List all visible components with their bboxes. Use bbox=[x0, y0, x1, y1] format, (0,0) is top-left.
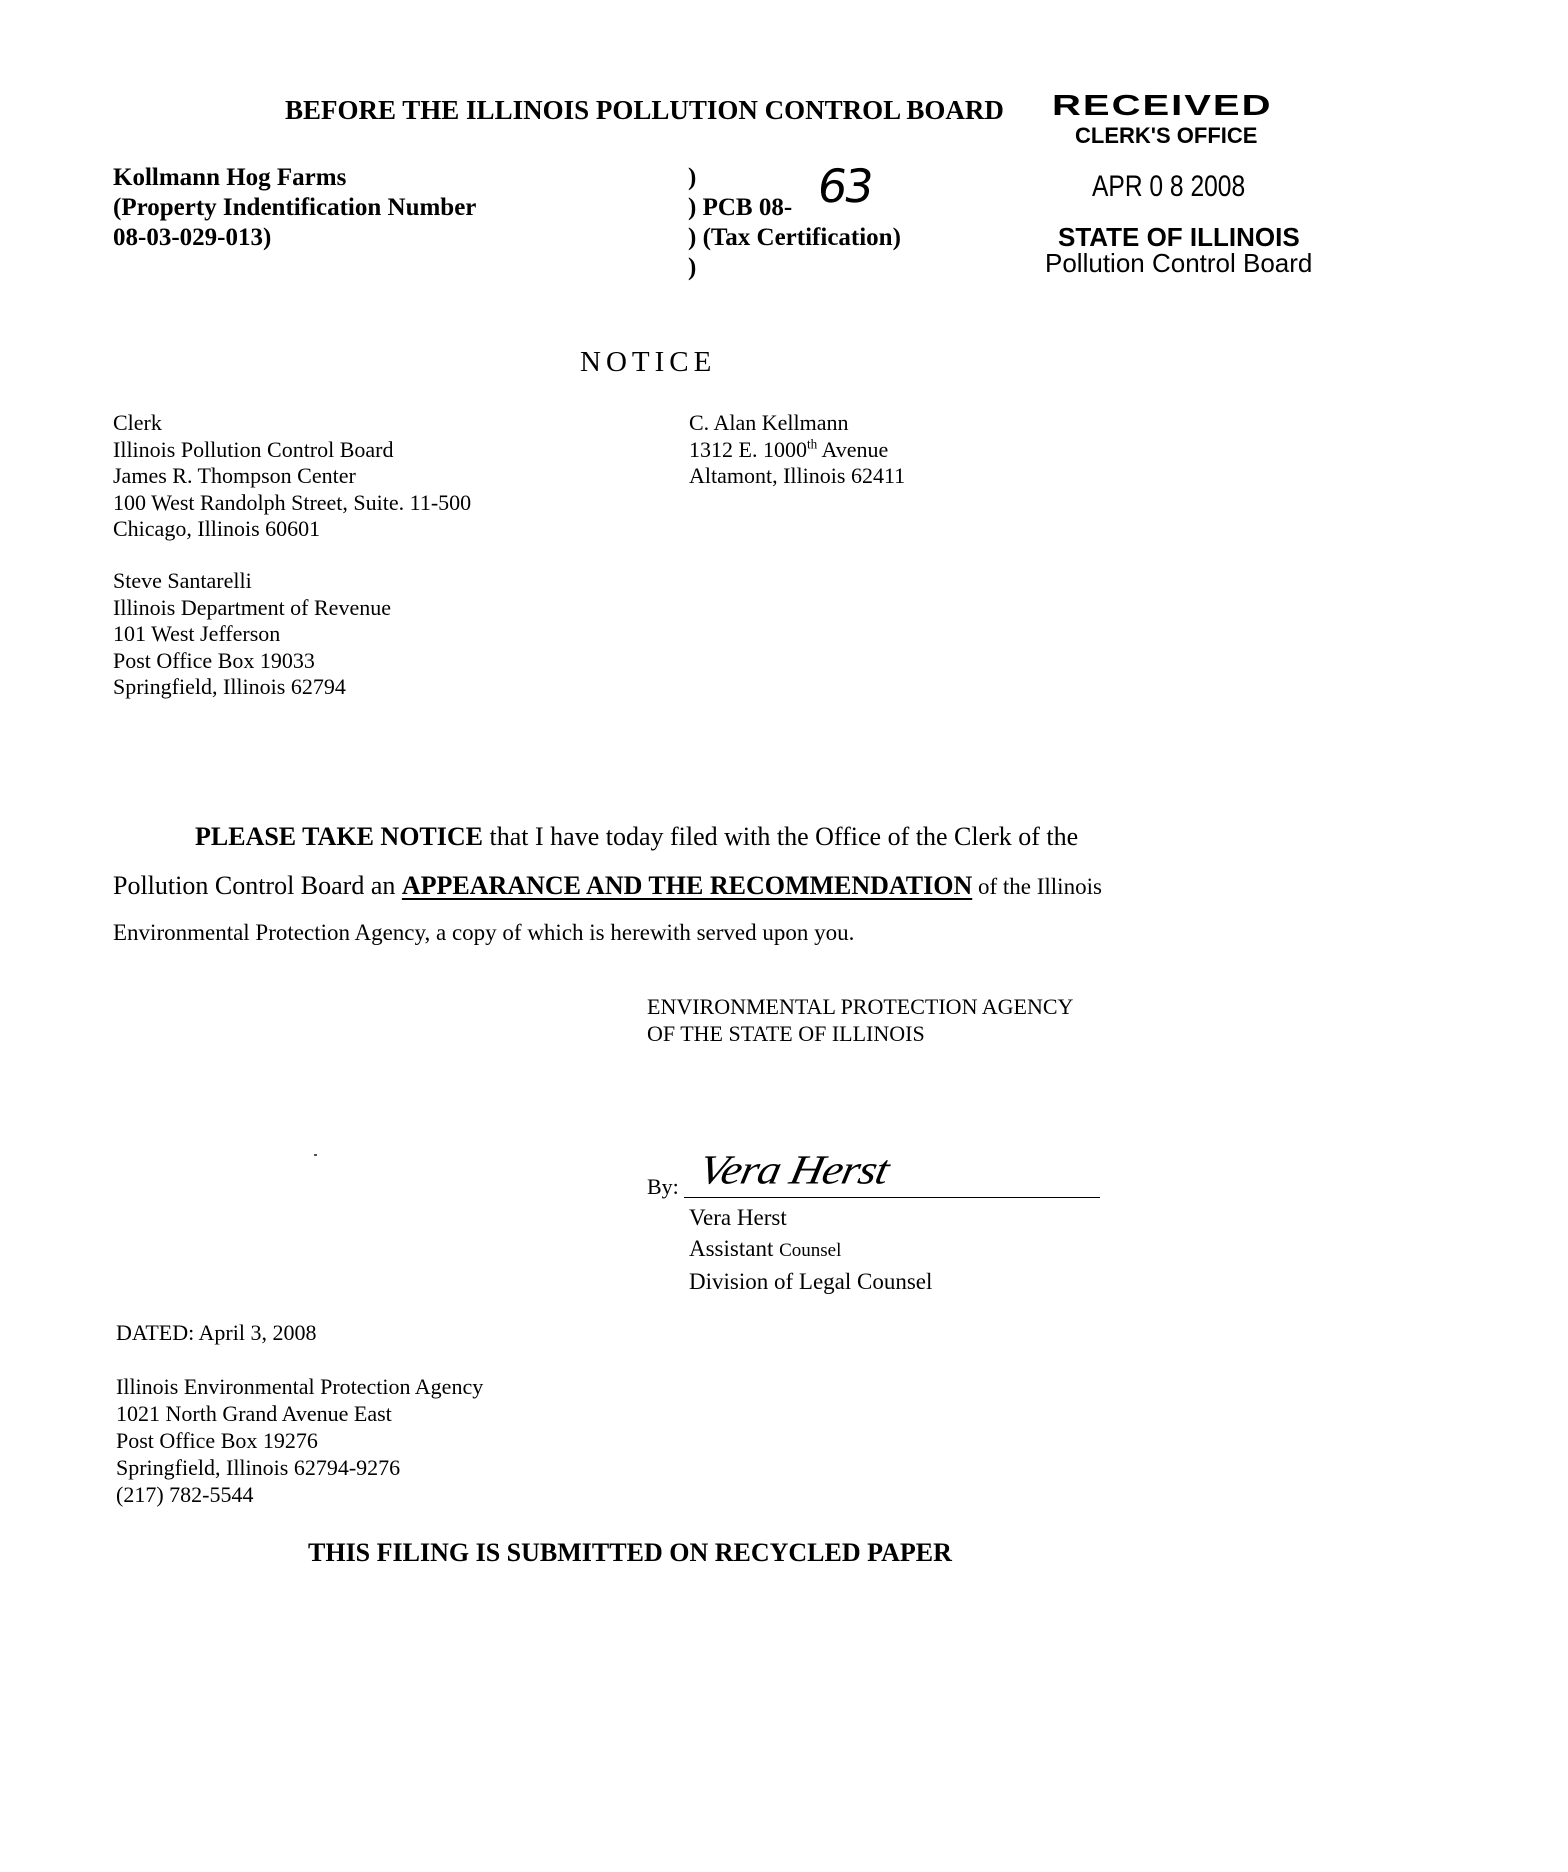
address-line: 100 West Randolph Street, Suite. 11-500 bbox=[113, 489, 472, 515]
case-caption-number bbox=[688, 159, 901, 283]
party-line-1: Kollmann Hog Farms bbox=[113, 164, 347, 191]
notice-body-line-2 bbox=[113, 871, 1102, 901]
address-line: Springfield, Illinois 62794 bbox=[113, 674, 346, 699]
notice-text: of the Illinois bbox=[972, 874, 1102, 899]
address-line: Illinois Pollution Control Board bbox=[113, 436, 394, 462]
address-line: Chicago, Illinois 60601 bbox=[113, 516, 321, 541]
notice-lead: PLEASE TAKE NOTICE bbox=[195, 822, 484, 851]
signatory-division: Division of Legal Counsel bbox=[689, 1269, 933, 1294]
signature-line bbox=[684, 1197, 1100, 1198]
signatory-title: Assistant Counsel bbox=[689, 1236, 842, 1261]
signature-by-label: By: bbox=[647, 1174, 679, 1199]
handwritten-signature: Vera Herst bbox=[695, 1146, 893, 1193]
address-line: Steve Santarelli bbox=[113, 568, 252, 593]
agency-line-2: OF THE STATE OF ILLINOIS bbox=[647, 1020, 925, 1046]
agency-line-1: ENVIRONMENTAL PROTECTION AGENCY bbox=[647, 994, 1074, 1019]
address-revenue bbox=[113, 568, 391, 701]
stamp-board: Pollution Control Board bbox=[1045, 248, 1313, 278]
party-line-3: 08-03-029-013) bbox=[113, 224, 272, 251]
address-line: Altamont, Illinois 62411 bbox=[689, 463, 906, 488]
street-number: 1312 E. 1000 bbox=[689, 436, 807, 462]
dated-line: DATED: April 3, 2008 bbox=[116, 1320, 317, 1345]
page-title: BEFORE THE ILLINOIS POLLUTION CONTROL BOARD bbox=[285, 95, 1004, 125]
caption-paren-2: ) bbox=[688, 254, 697, 281]
case-type: ) (Tax Certification) bbox=[688, 224, 901, 251]
address-clerk bbox=[113, 410, 471, 543]
document-title: APPEARANCE AND THE RECOMMENDATION bbox=[401, 871, 973, 900]
stamp-state: STATE OF ILLINOIS bbox=[1058, 222, 1300, 252]
address-line: C. Alan Kellmann bbox=[689, 410, 849, 435]
case-caption-party bbox=[113, 163, 476, 253]
footer-recycled-note: THIS FILING IS SUBMITTED ON RECYCLED PAPER bbox=[308, 1538, 952, 1567]
case-handwritten-number: 63 bbox=[814, 159, 875, 213]
party-line-2: (Property Indentification Number bbox=[113, 194, 477, 221]
notice-text: Pollution Control Board an bbox=[113, 871, 402, 900]
notice-body-line-1 bbox=[195, 822, 1078, 852]
address-line: Post Office Box 19276 bbox=[116, 1428, 318, 1453]
stamp-received: RECEIVED bbox=[1052, 90, 1273, 122]
address-line: Illinois Department of Revenue bbox=[113, 594, 391, 620]
agency-block bbox=[647, 994, 1073, 1047]
notice-body-line-3: Environmental Protection Agency, a copy of which is herewith served upon you. bbox=[113, 920, 855, 945]
signatory-name: Vera Herst bbox=[689, 1205, 787, 1230]
address-line: Illinois Environmental Protection Agency bbox=[116, 1374, 484, 1399]
address-kellmann bbox=[689, 410, 905, 490]
address-line: James R. Thompson Center bbox=[113, 463, 356, 488]
stamp-date: APR 0 8 2008 bbox=[1092, 170, 1246, 203]
address-line: 101 West Jefferson bbox=[113, 621, 281, 646]
notice-text: that I have today filed with the Office of the Clerk of the bbox=[483, 822, 1079, 851]
street-rest: Avenue bbox=[817, 436, 889, 462]
scan-speck bbox=[314, 1154, 317, 1156]
address-line: 1021 North Grand Avenue East bbox=[116, 1401, 392, 1426]
case-prefix: ) PCB 08- bbox=[688, 194, 793, 221]
address-line bbox=[689, 437, 905, 464]
sender-address bbox=[116, 1373, 483, 1508]
address-line: Post Office Box 19033 bbox=[113, 647, 315, 673]
street-ordinal: th bbox=[806, 436, 818, 452]
address-line: (217) 782-5544 bbox=[116, 1482, 254, 1507]
stamp-clerks-office: CLERK'S OFFICE bbox=[1075, 123, 1258, 148]
caption-paren-1: ) bbox=[688, 164, 697, 191]
address-line: Springfield, Illinois 62794-9276 bbox=[116, 1455, 401, 1480]
case-number bbox=[688, 159, 901, 223]
signatory-block bbox=[689, 1202, 932, 1297]
notice-heading: NOTICE bbox=[580, 346, 717, 378]
address-line: Clerk bbox=[113, 410, 162, 435]
